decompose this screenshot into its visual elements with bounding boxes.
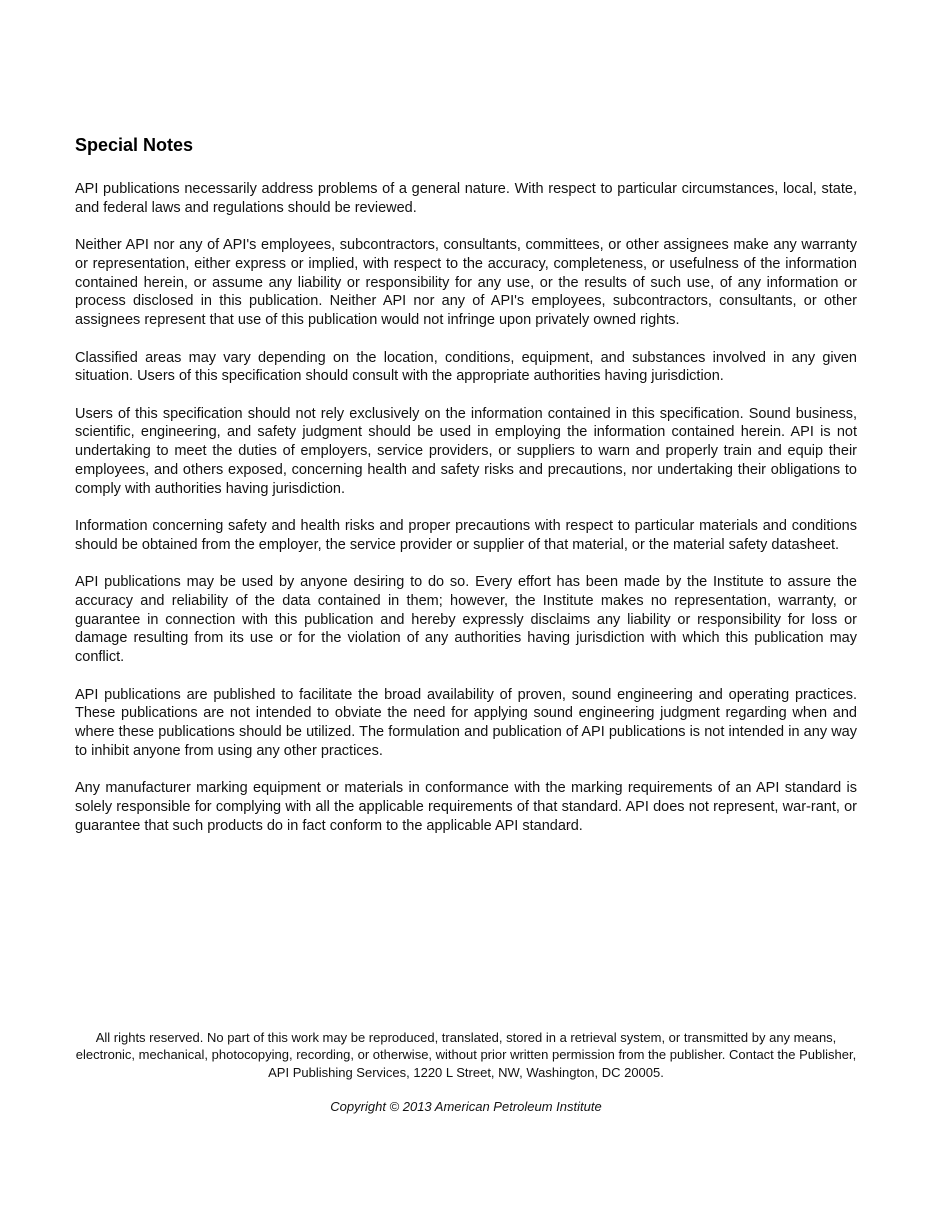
paragraph-publication-purpose: API publications are published to facilitate the broad availability of proven, sound engineering and operating practices. These publications are not intended to obviate the need for applying sound engineering judgment regarding when and where these publications should be utilized. The formulation and publication of API publications is not intended in any way to inhibit anyone from using any other practices.	[75, 686, 857, 759]
paragraph-warranty-disclaimer: Neither API nor any of API's employees, subcontractors, consultants, committees, or other assignees make any warranty or representation, either express or implied, with respect to the accuracy, completeness, or usefulness of the information contained herein, or assume any liability or responsibility for any use, or the results of such use, of any information or process disclosed in this publication. Neither API nor any of API's employees, subcontractors, consultants, or other assignees represent that use of this publication would not infringe upon privately owned rights.	[75, 237, 857, 329]
paragraph-liability-disclaimer: API publications may be used by anyone desiring to do so. Every effort has been made by the Institute to assure the accuracy and reliability of the data contained in them; however, the Institute makes no representation, warranty, or guarantee in connection with this publication and hereby expressly disclaims any liability or responsibility for loss or damage resulting from its use or for the violation of any authorities having jurisdiction with which this publication may conflict.	[75, 574, 857, 666]
special-notes-section	[75, 134, 857, 854]
paragraph-user-judgment: Users of this specification should not rely exclusively on the information contained in this specification. Sound business, scientific, engineering, and safety judgment should be used in employing the information contained herein. API is not undertaking to meet the duties of employers, service providers, or suppliers to warn and properly train and equip their employees, and others exposed, concerning health and safety risks and precautions, nor undertaking their obligations to comply with authorities having jurisdiction.	[75, 405, 857, 497]
copyright-notice: Copyright © 2013 American Petroleum Institute	[330, 1099, 602, 1114]
rights-reserved-notice: All rights reserved. No part of this work may be reproduced, translated, stored in a retrieval system, or transmitted by any means, electronic, mechanical, photocopying, recording, or otherwise, without prior written permission from the publisher. Contact the Publisher, API Publishing Services, 1220 L Street, NW, Washington, DC 20005.	[75, 1030, 857, 1080]
paragraph-general-nature: API publications necessarily address problems of a general nature. With respect to particular circumstances, local, state, and federal laws and regulations should be reviewed.	[75, 181, 857, 216]
paragraph-manufacturer-marking: Any manufacturer marking equipment or materials in conformance with the marking requirements of an API standard is solely responsible for complying with all the applicable requirements of that standard. API does not represent, war-rant, or guarantee that such products do in fact conform to the applicable API standard.	[75, 780, 857, 834]
paragraph-safety-information: Information concerning safety and health risks and proper precautions with respect to particular materials and conditions should be obtained from the employer, the service provider or supplier of that material, or the material safety datasheet.	[75, 518, 857, 553]
section-title: Special Notes	[75, 135, 194, 155]
paragraph-classified-areas: Classified areas may vary depending on the location, conditions, equipment, and substances involved in any given situation. Users of this specification should consult with the appropriate authorities having jurisdiction.	[75, 349, 857, 385]
